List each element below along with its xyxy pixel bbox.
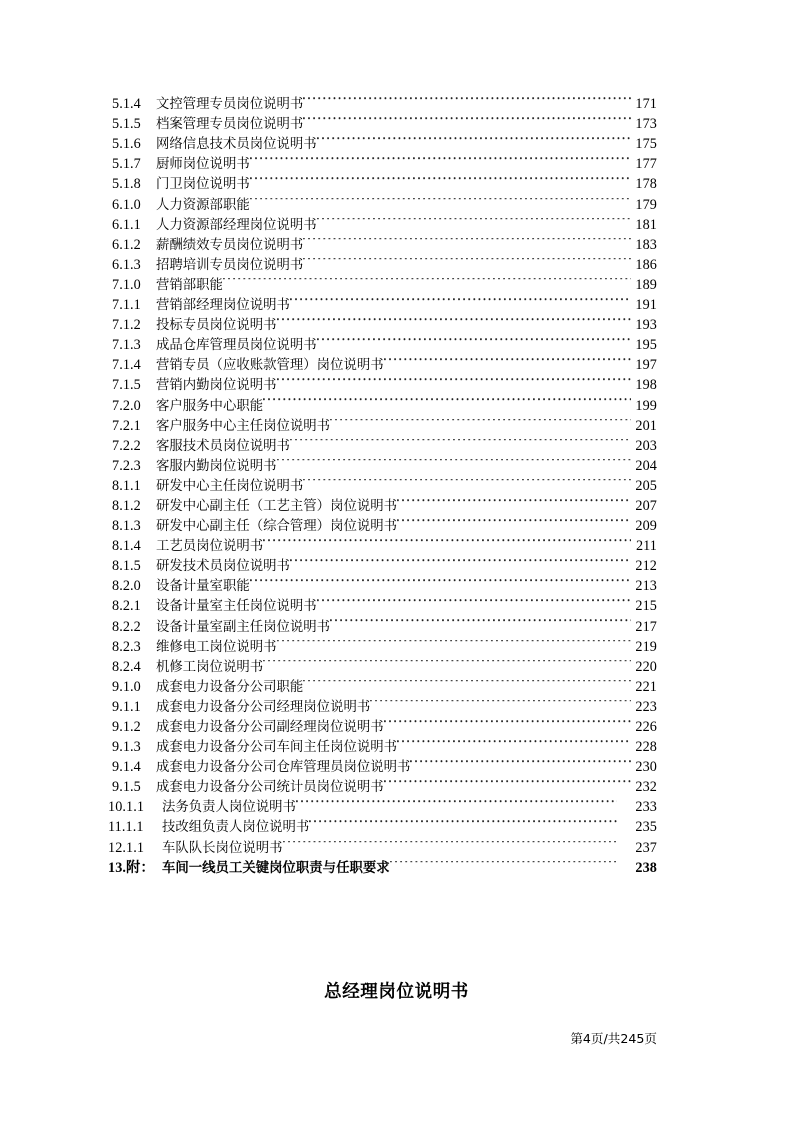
toc-entry-number: 6.1.1 — [112, 216, 141, 233]
toc-entry-number: 8.1.2 — [112, 497, 141, 514]
toc-entry-page-number: 237 — [635, 839, 657, 856]
toc-entry-title: 营销部经理岗位说明书 — [156, 298, 290, 314]
toc-entry-title: 客户服务中心职能 — [156, 398, 264, 414]
toc-entry-title: 厨师岗位说明书 — [156, 157, 250, 173]
toc-entry-page-number: 171 — [635, 96, 657, 113]
toc-entry-page-number: 204 — [635, 457, 657, 474]
toc-entry-page-number: 177 — [635, 156, 657, 173]
toc-entry-page-number: 191 — [635, 297, 657, 314]
toc-entry-page-number: 220 — [635, 658, 657, 675]
toc-entry-number: 7.2.3 — [112, 457, 141, 474]
toc-entry-title: 招聘培训专员岗位说明书 — [156, 257, 304, 273]
toc-entry-page-number: 193 — [635, 317, 657, 334]
toc-entry-number: 13.附： — [108, 859, 155, 876]
toc-entry-title: 研发中心副主任（综合管理）岗位说明书 — [156, 519, 398, 535]
toc-dot-leader — [303, 229, 631, 249]
toc-entry-page-number: 226 — [635, 719, 657, 735]
toc-entry-page-number: 205 — [635, 477, 657, 494]
toc-dot-leader — [397, 490, 631, 510]
toc-dot-leader — [330, 610, 631, 630]
toc-entry-page-number: 219 — [635, 638, 657, 655]
toc-entry-page-number: 179 — [635, 196, 657, 213]
toc-entry-title: 人力资源部经理岗位说明书 — [156, 217, 317, 233]
toc-entry-title: 法务负责人岗位说明书 — [162, 800, 296, 816]
toc-entry-title: 成品仓库管理员岗位说明书 — [156, 338, 317, 354]
toc-entry-number: 8.1.5 — [112, 558, 141, 575]
toc-dot-leader — [410, 751, 631, 771]
toc-dot-leader — [250, 570, 631, 590]
toc-entry-number: 12.1.1 — [108, 839, 145, 856]
toc-entry-number: 8.2.1 — [112, 598, 141, 615]
toc-entry-title: 工艺员岗位说明书 — [156, 539, 264, 555]
toc-entry-page-number: 186 — [635, 256, 657, 273]
toc-entry-title: 成套电力设备分公司经理岗位说明书 — [156, 699, 371, 715]
toc-entry-number: 6.1.0 — [112, 196, 141, 213]
toc-entry-number: 7.2.2 — [112, 437, 141, 454]
toc-entry-page-number: 201 — [635, 417, 657, 434]
toc-entry-number: 9.1.5 — [112, 779, 141, 796]
toc-entry-page-number: 199 — [635, 397, 657, 414]
toc-entry-page-number: 181 — [635, 216, 657, 233]
page-title: 总经理岗位说明书 — [324, 982, 469, 1002]
toc-entry-title: 机修工岗位说明书 — [156, 659, 264, 675]
toc-entry-title: 成套电力设备分公司统计员岗位说明书 — [156, 780, 384, 796]
toc-entry-page-number: 233 — [635, 799, 657, 816]
toc-entry-page-number: 217 — [635, 618, 657, 635]
toc-entry-number: 9.1.1 — [112, 698, 141, 715]
toc-entry-page-number: 238 — [635, 859, 657, 876]
toc-entry-page-number: 221 — [635, 678, 657, 695]
toc-entry-page-number: 207 — [635, 497, 657, 514]
toc-entry-number: 9.1.3 — [112, 739, 141, 756]
toc-dot-leader — [263, 530, 631, 550]
toc-dot-leader — [384, 711, 631, 731]
table-of-contents — [108, 88, 657, 876]
toc-dot-leader — [317, 590, 631, 610]
toc-entry-number: 7.1.2 — [112, 317, 141, 334]
toc-entry-title: 维修电工岗位说明书 — [156, 639, 277, 655]
toc-entry-title: 人力资源部职能 — [156, 197, 250, 213]
toc-entry-title: 营销专员（应收账款管理）岗位说明书 — [156, 358, 384, 374]
toc-entry-page-number: 175 — [635, 136, 657, 153]
toc-entry-number: 8.1.4 — [112, 538, 141, 555]
toc-entry-number: 7.2.1 — [112, 417, 141, 434]
toc-dot-leader — [277, 369, 631, 389]
toc-entry-title: 研发中心副主任（工艺主管）岗位说明书 — [156, 498, 398, 514]
toc-entry-title: 投标专员岗位说明书 — [156, 318, 277, 334]
toc-dot-leader — [309, 811, 631, 831]
toc-entry-title: 门卫岗位说明书 — [156, 177, 250, 193]
toc-entry-number: 11.1.1 — [108, 819, 144, 836]
toc-dot-leader — [397, 510, 631, 530]
toc-dot-leader — [290, 550, 631, 570]
toc-dot-leader — [303, 108, 631, 128]
toc-entry-number: 7.1.3 — [112, 337, 141, 354]
toc-entry-number: 6.1.3 — [112, 256, 141, 273]
toc-dot-leader — [250, 188, 631, 208]
toc-entry-number: 10.1.1 — [108, 799, 145, 816]
toc-entry-title: 成套电力设备分公司职能 — [156, 679, 304, 695]
toc-dot-leader — [277, 631, 631, 651]
toc-dot-leader — [397, 731, 631, 751]
toc-entry-number: 8.2.3 — [112, 638, 141, 655]
toc-entry-page-number: 211 — [635, 538, 657, 555]
toc-dot-leader — [317, 209, 631, 229]
toc-entry-page-number: 209 — [635, 518, 657, 535]
toc-entry-number: 7.2.0 — [112, 397, 141, 414]
toc-entry-title: 成套电力设备分公司仓库管理员岗位说明书 — [156, 760, 411, 776]
toc-dot-leader — [290, 430, 631, 450]
toc-dot-leader — [303, 671, 631, 691]
toc-entry-page-number: 178 — [635, 176, 657, 193]
toc-entry-title: 网络信息技术员岗位说明书 — [156, 137, 317, 153]
toc-dot-leader — [250, 168, 631, 188]
toc-entry[interactable] — [112, 88, 657, 113]
toc-entry-page-number: 215 — [635, 598, 657, 615]
toc-entry-title: 设备计量室主任岗位说明书 — [156, 599, 317, 615]
toc-entry-title: 营销部职能 — [156, 277, 223, 293]
toc-entry-title: 档案管理专员岗位说明书 — [156, 117, 304, 133]
toc-entry-title: 设备计量室副主任岗位说明书 — [156, 619, 331, 635]
toc-entry-page-number: 197 — [635, 357, 657, 374]
toc-entry-title: 成套电力设备分公司副经理岗位说明书 — [156, 720, 384, 735]
toc-entry-title: 文控管理专员岗位说明书 — [156, 97, 304, 113]
toc-entry-title: 薪酬绩效专员岗位说明书 — [156, 237, 304, 253]
toc-entry-number: 9.1.0 — [112, 678, 141, 695]
toc-entry-number: 7.1.4 — [112, 357, 141, 374]
page-footer: 第4页/共245页 — [570, 1031, 657, 1046]
toc-entry-number: 8.1.1 — [112, 477, 141, 494]
toc-dot-leader — [263, 389, 631, 409]
toc-entry-title: 客服内勤岗位说明书 — [156, 458, 277, 474]
toc-entry-number: 9.1.2 — [112, 719, 141, 735]
toc-entry-number: 5.1.5 — [112, 116, 141, 133]
toc-entry-number: 7.1.1 — [112, 297, 141, 314]
toc-entry-page-number: 232 — [635, 779, 657, 796]
toc-dot-leader — [290, 289, 631, 309]
toc-entry-page-number: 213 — [635, 578, 657, 595]
toc-dot-leader — [317, 128, 631, 148]
toc-entry-number: 8.1.3 — [112, 518, 141, 535]
toc-entry-title: 车间一线员工关键岗位职责与任职要求 — [162, 860, 390, 876]
toc-dot-leader — [303, 470, 631, 490]
toc-dot-leader — [317, 329, 631, 349]
toc-entry-page-number: 189 — [635, 276, 657, 293]
toc-dot-leader — [283, 831, 631, 851]
toc-entry-page-number: 230 — [635, 759, 657, 776]
toc-dot-leader — [384, 771, 631, 791]
toc-dot-leader — [330, 410, 631, 430]
toc-entry-number: 5.1.7 — [112, 156, 141, 173]
toc-dot-leader — [223, 269, 631, 289]
toc-dot-leader — [390, 852, 631, 872]
toc-entry-title: 成套电力设备分公司车间主任岗位说明书 — [156, 740, 398, 756]
toc-entry-number: 9.1.4 — [112, 759, 141, 776]
toc-entry-page-number: 203 — [635, 437, 657, 454]
toc-dot-leader — [263, 651, 631, 671]
toc-entry-number: 8.2.4 — [112, 658, 141, 675]
toc-entry-title: 客户服务中心主任岗位说明书 — [156, 418, 331, 434]
toc-entry-title: 研发中心主任岗位说明书 — [156, 478, 304, 494]
toc-entry-number: 7.1.5 — [112, 377, 141, 394]
toc-entry-number: 5.1.4 — [112, 96, 141, 113]
toc-dot-leader — [370, 691, 631, 711]
toc-entry-number: 8.2.2 — [112, 618, 141, 635]
toc-entry-page-number: 183 — [635, 236, 657, 253]
toc-entry-title: 客服技术员岗位说明书 — [156, 438, 290, 454]
toc-entry-number: 6.1.2 — [112, 236, 141, 253]
toc-entry-title: 研发技术员岗位说明书 — [156, 559, 290, 575]
toc-dot-leader — [296, 791, 631, 811]
toc-dot-leader — [303, 249, 631, 269]
toc-entry-title: 技改组负责人岗位说明书 — [162, 820, 310, 836]
toc-entry-title: 营销内勤岗位说明书 — [156, 378, 277, 394]
toc-dot-leader — [303, 88, 631, 108]
toc-entry-page-number: 223 — [635, 698, 657, 715]
toc-dot-leader — [277, 450, 631, 470]
toc-entry-page-number: 195 — [635, 337, 657, 354]
toc-dot-leader — [250, 148, 631, 168]
toc-entry-page-number: 235 — [635, 819, 657, 836]
toc-entry-number: 5.1.6 — [112, 136, 141, 153]
toc-entry-title: 设备计量室职能 — [156, 579, 250, 595]
toc-entry-page-number: 173 — [635, 116, 657, 133]
toc-entry-page-number: 228 — [635, 739, 657, 756]
toc-dot-leader — [277, 309, 631, 329]
toc-entry-title: 车队队长岗位说明书 — [162, 840, 283, 856]
toc-entry-page-number: 198 — [635, 377, 657, 394]
toc-entry-page-number: 212 — [635, 558, 657, 575]
toc-entry-number: 8.2.0 — [112, 578, 141, 595]
toc-dot-leader — [384, 349, 631, 369]
toc-entry-number: 5.1.8 — [112, 176, 141, 193]
toc-entry-number: 7.1.0 — [112, 276, 141, 293]
